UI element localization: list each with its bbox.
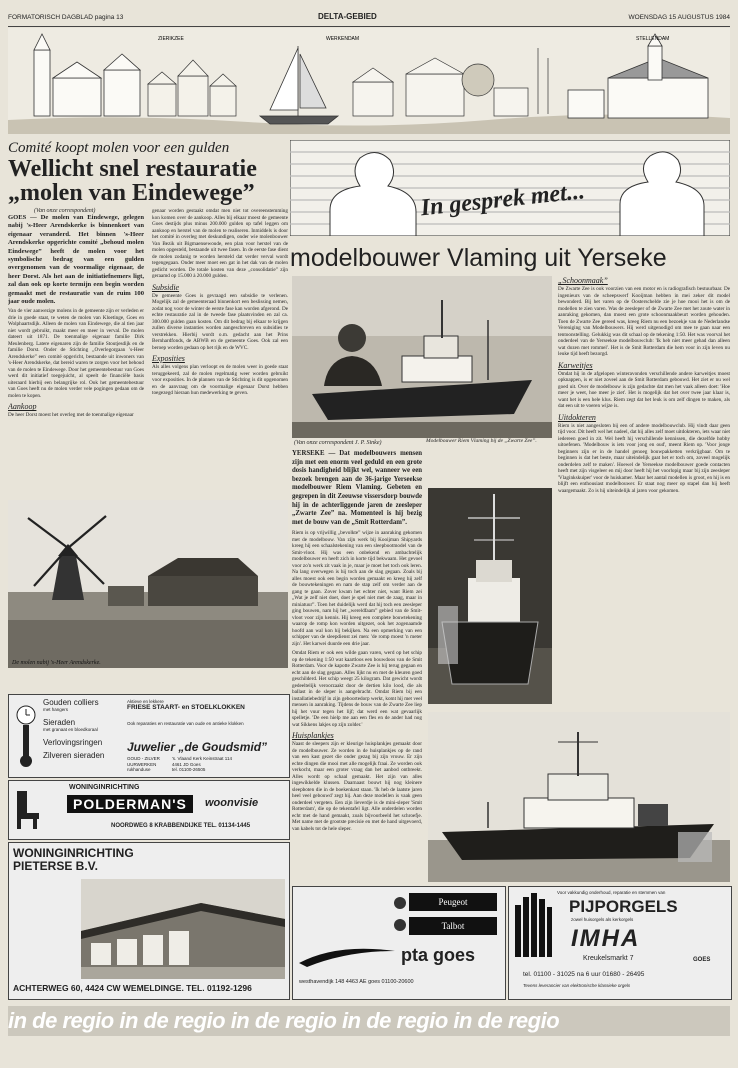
- article-headline-line1: Wellicht snel restauratie: [8, 156, 257, 182]
- article-kicker: Comité koopt molen voor een gulden: [8, 140, 230, 156]
- ad-pieterse-line2: PIETERSE B.V.: [13, 859, 98, 873]
- ad-pijporgels-dealer: Tevens leverancier van elektronische klassieke orgels: [523, 983, 631, 988]
- shop-building-photo: [81, 879, 285, 979]
- article-body-col1: Van de vier aanwezige molens in de gemeente zijn er verleden er drie in goede staat, te weten de molen van Kloetinge, Goes en Wolphaartsdijk. Alleen de molen van Eindewege, die al tien jaar niet wordt gebruikt, maakt meer en meer in verval. De molen dateert uit 1871. De toenmalige eigenaar familie Dirk Meulenberg. Latere eigenaren zijn de familie Stoutjesdijk en de familie Dorst. Onder de Stichting „Overlegorgaan 's-Heer Arendskerke” een comité opgericht, bestaande uit inwoners van 's-Heer Arendskerke, dat bereid waren te zorgen voor het behoud van de molen te Eindewege. Door het gemeentebestuur van Goes werd dit initiatief toegejuicht, al speelt de financiële basis uiteraard hierbij een belangrijke rol. Ook het gemeentebestuur van Goes heeft nu de molen verder vele pogingen gedaan om de molen te kopen.: [8, 308, 144, 399]
- article-headline-line2: „molen van Eindewege”: [8, 180, 255, 206]
- ad-item-sieraden-sub: met granaat en bloedkoraal: [43, 727, 98, 732]
- ad-polderman-sub: woonvisie: [205, 797, 259, 809]
- feature-column-3: [558, 276, 730, 716]
- ad-item-zilver: Zilveren sieraden: [43, 751, 105, 760]
- ad-juwelier-name: Juwelier „de Goudsmid”: [127, 740, 268, 754]
- organ-pipes-icon: [513, 893, 553, 959]
- ad-item-sieraden: Sieraden: [43, 718, 76, 727]
- subhead-subsidie: Subsidie: [152, 282, 180, 292]
- feature-lead: YERSEKE — Dat modelbouwers mensen zijn met een enorm veel geduld en een grote dosis handigheid blijkt wel, wanneer we een bezoek brengen aan de 36-jarige Yerseekse modelbouwer Riem Vlaming. Gebeten en gegrepen in dit Zeeuwse vissersdorp bouwde hij in de achterliggende jaren de zeesleper „Zwarte Zee” na. Momenteel is hij bezig met de bouw van de „Smit Rotterdam”.: [292, 450, 422, 526]
- skyline-illustration: [8, 28, 730, 134]
- ad-imha-brand: IMHA: [571, 925, 641, 952]
- pta-swoosh-logo: [297, 945, 397, 967]
- ad-pta-address: westhavendijk 148 4463 AE goes 01100-20600: [299, 979, 414, 985]
- ad-reparaties: Ook reparaties en restauratie van oude en antieke klokken: [127, 721, 244, 726]
- ad-pieterse-line1: WONINGINRICHTING: [13, 846, 134, 860]
- feature-column-2: [292, 450, 422, 880]
- ad-peugeot: Peugeot: [409, 893, 497, 911]
- ad-pta-name: pta goes: [401, 945, 476, 965]
- photo1-caption: (Van onze correspondent J. P. Sinke): [294, 440, 382, 446]
- feature-body-a: Riem is op vrijwillig „bevolkte” wijze in aanraking gekomen met de modelbouw. Van zijn werk bij Kooijman Shipyards kreeg hij een schaalstekening van een sleepbootmodel van de Smit-vloot. Hij was een onbekend en ambachtelijk modelbouwer en heeft zich in korte tijd bekwaam. Het gevoel voor zo'n werk zit vaak in je, maar je moet het toch ook leren. Na lang overwegen is hij toch aan de slag gegaan. Zoals bij alles moest ook een begin worden gemaakt en kreeg hij zelf de bouwtekeningen en nam de stap zelf om verder aan de gang te gaan. Zover kwam het echter niet, want Riem zei „Wat je zelf niet doet, doet je spel niet met de zaag, maar in miniatuur”. Toen het duidelijk werd dat hij toch een zeesleper ging bouwen, nam hij het „wereldfaam” gebied van de Smit-vloot voor zijn kennis. Hij kreeg een complete bouwtekening waarop de romp kon worden uitgezet, ook het zogenaamde hoofd aan wal kon hij bekijken. Na een opmerking van een schipper van de sleepdienst zei men: 'de romp moest 'n meter zijn'. Het karwei duurde een drie jaar.: [292, 530, 422, 647]
- feature-body-huisplankjes: Naast de sleepers zijn er kleurige huisplankjes gemaakt door de modelbouwer. Ze worden in de huisplankjes op de rand van een kast gezet die onder gezag bij zijn vrouw. Er zijn echte dingen die mooi met alle mogelijk fraai. Ze worden ook verkocht, maar een groter vraag dan het aanbod ontbreekt. Alles wordt op schaal gemaakt. Het zijn van alles ingewikkelde klussen. Daarnaast bouwt hij nog kleinere sleepboten die in de boekenkast staan. 'Ik heb de laatste jaren heel veel gebouwd' zegt hij. Aan deze modellen is vaak geen onderdeel vergeten. Een zijn lieverdje is de mini-sleper 'Smit Rotterdam', die op de tekentafel ligt. Alle onderdelen worden echt met de hand gemaakt, zoals bijvoorbeeld het schroefje. Met name met de grootste precisie en met de hand uitgevoerd, van kabels tot de hele sleper.: [292, 741, 422, 832]
- ad-juwelier-services: GOUD - ZILVER UURWERKEN rukhanduse: [127, 756, 160, 772]
- in-gesprek-label: In gesprek met...: [419, 178, 586, 222]
- article-body-col2: genaar worden gestaakt omdat men niet tot overeenstemming kon komen over de aankoop. Alles bij elkaar moest de gemeente Goes destijds plus minus 200.000 gulden op tafel leggen om aankoop en herstel van de molen te realiseren. Inmiddels is door het comité in overleg met deskundigen, onder wie molenbouwer Van Bezik uit Bigmaensewoude, een plan voor herstel van de molen opgesteld, bestaande uit twee fasen. In de eerste fase dient de molen zodanig te worden hersteld dat verder verval wordt tegengegaan. Onder meer moet een gat in het dak van de molen gedicht worden. De totale kosten van deze „consolidatie” zijn geraamd op 15.000 à 20.000 gulden.: [152, 208, 288, 279]
- skyline-label-1: ZIERIKZEE: [158, 36, 184, 42]
- photo2-caption: Modelbouwer Riem Vlaming bij de „Zwarte Zee”.: [426, 438, 537, 444]
- ad-pijporgels-address: Kreukelsmarkt 7: [583, 955, 634, 962]
- ad-pieterse: [8, 842, 290, 1000]
- masthead: [8, 10, 730, 27]
- article-body-exposities: Als alles volgens plan verloopt en de molen weer in goede staat teruggekeerd, zal de molen regelmatig weer worden gebruikt voor exposities. In de plannen van de Stichting is dit opgenomen en de aanvraag om de voormalige eigenaar Dorst hebben toegezegd hieraan hun medewerking te geven.: [152, 364, 288, 396]
- ad-polderman-name: POLDERMAN'S: [67, 795, 193, 813]
- ad-pijporgels-name: PIJPORGELS: [569, 897, 678, 916]
- masthead-date: WOENSDAG 15 AUGUSTUS 1984: [628, 14, 730, 21]
- modelbuilder-photo: [292, 276, 552, 438]
- footer-regio-banner: in de regio in de regio in de regio in de regio in de regio: [8, 1006, 730, 1036]
- feature-body-uitdokteren: Riem is niet aangesloten bij een of andere modelbouwclub. Hij vindt daar geen tijd voor. Dit heeft wel het nadeel, dat hij alles zelf moet uitdokteren, iets waar niet iedereen goed in zit. Wel heeft hij verschillende kennissen, die dezelfde hobby uitoefenen. 'Modelbouw is iets voor jong en oud', meent Riem op. 'Voor jonge beginners zijn er in de handel genoeg bouwpakketten verkrijgbaar. Om te beginnen is dat het beste, maar uiteindelijk gaat het er toch om, zoveel mogelijk onderdelen zelf te maken'. Hoewel de Yerseekse modelbouwer goede contacten heeft met zijn visgeleer en mij door heeft hij het voorlopig maar bij zijn zeesleper 'Vlaginkskuiper' voor de huiskamer. Maar het aantal modellen is groot, en hij is en blijft een enthousiast modelbouwer. Er staat nog meer op stapel dan hij heeft waargemaakt. Zo is hij uiteindelijk al jaren voor gekomen.: [558, 422, 730, 494]
- article-lead: GOES — De molen van Eindewege, gelegen nabij 's-Heer Arendskerke is binnenkort van eigenaar veranderd. Het binnen 's-Heer Arendskerke opgerichte comité „behoud molen Eindewege” heeft de molen voor het symbolische bedrag van een gulden overgenomen van de voormalige eigenaar, de heer Dorst. Als het aan de initiatiefnemers ligt, zal dan ook op korte termijn een begin worden gemaakt met de restauratie van de ruim 100 jaar oude molen.: [8, 214, 144, 306]
- ad-juwelier: [8, 694, 290, 778]
- subhead-uitdokteren: Uitdokteren: [558, 412, 596, 422]
- article-body-subsidie: De gemeente Goes is gevraagd een subsidie te verlenen. Mogelijk zal de gemeenteraad binnenkort een beslissing nemen, zodat nog voor de winter de eerste fase kan worden afgerond. De echte restauratie zal in de tweede fase plaatsvinden en zal ca. 300.000 gulden gaan kosten. Om dit bedrag bij elkaar te krijgen zullen diverse instanties worden aangeschreven en subsidies te verstrekken. Hierbij wordt o.m. gedacht aan het Prins Bernhardfonds, de ABWB en de gemeente Goes. Ook zal een beroep worden gedaan op het rijk en de WVC.: [152, 292, 288, 351]
- ad-pieterse-address: ACHTERWEG 60, 4424 CW WEMELDINGE. TEL. 01192-1296: [13, 983, 252, 993]
- ad-pijporgels-sub: zowel huisorgels als kerkorgels: [571, 917, 634, 922]
- feature-body-karweitjes: Omdat hij in de afgelopen winteravonden verschillende andere karweitjes moest opknappen, is er niet zoveel aan de Smit Rotterdam gebouwd. Het ziet er nu wel goed uit. Over de modelbouw is zijn gedachte dat men het vaak alleen doet: 'Hoe meer je weet, hoe meer je ziet'. Het is mogelijk dat het over twee jaar klaar is, want het is een hele klus. Riem zegt dat het leuk is om zelf dingen te maken, als dat een uit te voeren wijze is.: [558, 370, 730, 409]
- ad-polderman-header: WONINGINRICHTING: [69, 784, 140, 791]
- ad-pijporgels: [508, 886, 732, 1000]
- subhead-aankoop: Aankoop: [8, 402, 37, 412]
- tug-model-photo-vertical: [428, 488, 552, 704]
- skyline-label-2: WERKENDAM: [326, 36, 360, 42]
- section-title: DELTA-GEBIED: [318, 12, 377, 21]
- ad-top-small: Aktieve en lekkere: [127, 699, 164, 704]
- ad-pijporgels-top: Voor vakkundig onderhoud, reparatie en stemmen van: [557, 890, 666, 895]
- subhead-schoonmaak: „Schoonmaak”: [558, 276, 608, 285]
- ad-pijporgels-phone: tel. 01100 - 31025 na 6 uur 01680 - 26495: [523, 971, 645, 978]
- ad-talbot: Talbot: [409, 917, 497, 935]
- ad-pijporgels-city: GOES: [693, 957, 711, 963]
- skyline-label-3: STELLENDAM: [636, 36, 670, 42]
- ad-item-ringen: Verlovingsringen: [43, 738, 103, 747]
- ad-item-colliers: Gouden colliers: [43, 698, 99, 707]
- ad-pta-goes: [292, 886, 506, 1000]
- feature-body-b: Omdat Riem er ook een wilde gaan varen, werd op het schip op de tekening 1:50 wat kaartloos een bouwdoos van de Smit Rotterdam. Voor de kapotte Zwarte Zee is hij terug gegaan en echt aan de slag gegaan. Alles lijkt nu en met de kleuren goed geschilderd. Het schip weegt 25 kilogram. Dat gewicht wordt gedeeltelijk veroorzaakt door de dertien kilo lood, die als ballast in de sleper is aangebracht. Omdat Riem bij een installatiebedrijf in zijn geboortedorp werkt, komt hij met veel mensen in aanraking. Tijdens de bouw van de Zwarte Zee liep hij het vuur tegen het lijf; dat werd een wat gevaarlijk spelletje. 'De een hielp me aan een fles en de ander had nog wat Sikkens lakjes op zijn zolder.': [292, 650, 422, 728]
- clock-icon: [15, 701, 37, 771]
- feature-body-schoonmaak: De Zwarte Zee is ook voorzien van een motor en is radiografisch bestuurbaar. De ingenieurs van de scheepswerf Kooijman hebben in mei zeker dit model bewonderd. Bij het varen op de Oosterschelde zie je hoe mooi het is om de modellen te zien varen. Was de zeesleper of de Zwarte Zee met het zoute water in aanraking gekomen, dan moest een grote schoonmaakbeurt worden gehouden. Toen de Zwarte Zee gereed was, kreeg Riem nu een bezoekje van de Nederlandse Vereniging van Modelbouwers. Hij werd uitgenodigd om mee te gaan naar een tentoonstelling. Gelukkig was dit schaal op de tekening 1:50. Het was voorval het onderdeel van de Yerseekse modelbouwclub: 'Ik heb niet meer gehad dan alleen wat dozen met rommel'. Het is de Smit Rotterdam die hem voor in zijn leven nu leuke tijd heeft bezorgd.: [558, 286, 730, 357]
- chair-icon: [13, 787, 43, 831]
- ad-friese-klokken: FRIESE STAART- en STOELKLOKKEN: [127, 704, 245, 711]
- tug-model-photo-horizontal: [428, 712, 730, 882]
- subhead-exposities: Exposities: [152, 354, 185, 363]
- feature-title: modelbouwer Vlaming uit Yerseke: [290, 244, 667, 272]
- subhead-huisplankjes: Huisplankjes: [292, 731, 334, 741]
- ad-item-colliers-sub: met hangers: [43, 707, 69, 712]
- article-body-aankoop: De heer Dorst moest het overleg met de toenmalige eigenaar: [8, 412, 134, 419]
- in-gesprek-banner: [290, 140, 730, 236]
- windmill-photo: [8, 500, 288, 668]
- masthead-left: FORMATORISCH DAGBLAD pagina 13: [8, 14, 124, 21]
- article-byline: (Van onze correspondent): [34, 208, 96, 214]
- ad-polderman: [8, 780, 290, 840]
- windmill-photo-caption: De molen nabij 's-Heer Arendskerke.: [12, 660, 101, 666]
- car-brand-logos: [393, 895, 407, 935]
- ad-juwelier-address: 's. Vlaand Kerk Keinstraat 114 4461 JD Goes tel. 01100-26505: [171, 756, 232, 772]
- subhead-karweitjes: Karweitjes: [558, 360, 593, 370]
- ad-polderman-address: NOORDWEG 8 KRABBENDIJKE TEL. 01134-1445: [111, 823, 251, 829]
